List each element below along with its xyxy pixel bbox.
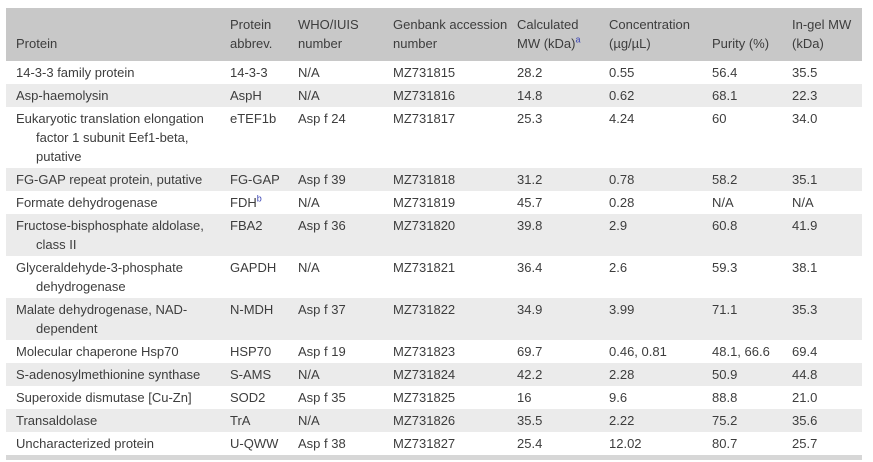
col-header-label: Protein [16,36,58,51]
cell-protein: Glyceraldehyde-3-phosphate dehydrogenase [6,256,230,298]
table-row [6,256,862,298]
cell-who: N/A [298,84,393,107]
cell-who: N/A [298,363,393,386]
col-header-label: Concentration (µg/µL) [609,17,690,51]
cell-calc_mw: 39.8 [517,214,609,256]
cell-calc_mw: 35.5 [517,409,609,432]
cell-calc_mw: 42.2 [517,363,609,386]
cell-protein: Fructose-bisphosphate aldolase, class II [6,214,230,256]
cell-genbank: MZ731821 [393,256,517,298]
table-row [6,191,862,214]
cell-conc: 2.9 [609,214,712,256]
cell-protein: Asp-haemolysin [6,84,230,107]
cell-abbrev: SOD2 [230,386,298,409]
footnote-marker-a: a [575,34,581,45]
cell-abbrev: 14-3-3 [230,61,298,84]
cell-ingel_mw: 25.7 [792,432,862,458]
cell-conc: 0.46, 0.81 [609,340,712,363]
cell-calc_mw: 69.7 [517,340,609,363]
cell-who: N/A [298,61,393,84]
cell-who: Asp f 38 [298,432,393,458]
col-header-label: Genbank accession number [393,17,508,51]
table-row [6,214,862,256]
cell-conc: 0.62 [609,84,712,107]
cell-calc_mw: 31.2 [517,168,609,191]
cell-ingel_mw: 34.0 [792,107,862,168]
cell-ingel_mw: 22.3 [792,84,862,107]
cell-conc: 9.6 [609,386,712,409]
cell-conc: 0.78 [609,168,712,191]
cell-purity: 60.8 [712,214,792,256]
cell-genbank: MZ731825 [393,386,517,409]
cell-calc_mw: 25.3 [517,107,609,168]
cell-conc: 3.99 [609,298,712,340]
cell-protein: Molecular chaperone Hsp70 [6,340,230,363]
table-row [6,386,862,409]
cell-conc: 0.55 [609,61,712,84]
cell-conc: 2.6 [609,256,712,298]
cell-purity: 59.3 [712,256,792,298]
cell-who: Asp f 37 [298,298,393,340]
cell-abbrev: TrA [230,409,298,432]
cell-purity: 50.9 [712,363,792,386]
col-header-protein [6,8,230,61]
cell-conc: 2.28 [609,363,712,386]
footnote-marker-b: b [256,193,262,204]
cell-protein: Formate dehydrogenase [6,191,230,214]
cell-abbrev: FBA2 [230,214,298,256]
cell-ingel_mw: 69.4 [792,340,862,363]
col-header-label: Purity (%) [712,36,770,51]
cell-conc: 4.24 [609,107,712,168]
cell-abbrev: FDH$^b$ [230,191,298,214]
cell-genbank: MZ731827 [393,432,517,458]
col-header-in-gel-mw [792,8,862,61]
cell-purity: 58.2 [712,168,792,191]
table-row [6,168,862,191]
table-body [6,61,862,458]
cell-abbrev: S-AMS [230,363,298,386]
cell-genbank: MZ731816 [393,84,517,107]
cell-ingel_mw: 35.6 [792,409,862,432]
cell-ingel_mw: 41.9 [792,214,862,256]
cell-calc_mw: 28.2 [517,61,609,84]
cell-purity: 88.8 [712,386,792,409]
header-row [6,8,862,61]
table-row [6,298,862,340]
cell-ingel_mw: 21.0 [792,386,862,409]
col-header-protein-abbrev [230,8,298,61]
cell-abbrev: U-QWW [230,432,298,458]
protein-table [6,8,862,460]
cell-conc: 12.02 [609,432,712,458]
table-row [6,61,862,84]
cell-calc_mw: 14.8 [517,84,609,107]
cell-abbrev: FG-GAP [230,168,298,191]
col-header-calculated-mw [517,8,609,61]
cell-who: N/A [298,409,393,432]
cell-genbank: MZ731826 [393,409,517,432]
cell-protein: Eukaryotic translation elongation factor 1 subunit Eef1-beta, putative [6,107,230,168]
table-row [6,84,862,107]
cell-who: Asp f 36 [298,214,393,256]
table-row [6,432,862,458]
table-row [6,340,862,363]
cell-protein: Transaldolase [6,409,230,432]
cell-purity: 68.1 [712,84,792,107]
cell-genbank: MZ731818 [393,168,517,191]
cell-calc_mw: 45.7 [517,191,609,214]
cell-who: Asp f 35 [298,386,393,409]
cell-protein: S-adenosylmethionine synthase [6,363,230,386]
col-header-label: Calculated MW (kDa) [517,17,579,51]
cell-ingel_mw: N/A [792,191,862,214]
cell-abbrev: GAPDH [230,256,298,298]
cell-purity: 56.4 [712,61,792,84]
col-header-label: Protein abbrev. [230,17,273,51]
cell-purity: N/A [712,191,792,214]
col-header-who-iuis-number [298,8,393,61]
cell-genbank: MZ731817 [393,107,517,168]
cell-who: Asp f 19 [298,340,393,363]
table-row [6,107,862,168]
cell-purity: 60 [712,107,792,168]
cell-ingel_mw: 35.1 [792,168,862,191]
cell-ingel_mw: 38.1 [792,256,862,298]
cell-calc_mw: 16 [517,386,609,409]
cell-protein: 14-3-3 family protein [6,61,230,84]
col-header-genbank-accession-number [393,8,517,61]
col-header-concentration [609,8,712,61]
cell-calc_mw: 34.9 [517,298,609,340]
cell-protein: Malate dehydrogenase, NAD-dependent [6,298,230,340]
cell-genbank: MZ731824 [393,363,517,386]
cell-purity: 71.1 [712,298,792,340]
cell-purity: 80.7 [712,432,792,458]
col-header-label: In-gel MW (kDa) [792,17,852,51]
cell-purity: 75.2 [712,409,792,432]
cell-protein: Superoxide dismutase [Cu-Zn] [6,386,230,409]
cell-genbank: MZ731822 [393,298,517,340]
cell-who: Asp f 24 [298,107,393,168]
cell-conc: 0.28 [609,191,712,214]
cell-genbank: MZ731819 [393,191,517,214]
cell-who: Asp f 39 [298,168,393,191]
cell-calc_mw: 36.4 [517,256,609,298]
cell-conc: 2.22 [609,409,712,432]
cell-calc_mw: 25.4 [517,432,609,458]
cell-who: N/A [298,191,393,214]
cell-ingel_mw: 35.3 [792,298,862,340]
cell-protein: Uncharacterized protein [6,432,230,458]
cell-abbrev: AspH [230,84,298,107]
col-header-purity [712,8,792,61]
col-header-label: WHO/IUIS number [298,17,359,51]
table-row [6,409,862,432]
table-header [6,8,862,61]
cell-ingel_mw: 35.5 [792,61,862,84]
cell-abbrev: HSP70 [230,340,298,363]
cell-genbank: MZ731820 [393,214,517,256]
cell-genbank: MZ731823 [393,340,517,363]
cell-protein: FG-GAP repeat protein, putative [6,168,230,191]
cell-who: N/A [298,256,393,298]
cell-abbrev: N-MDH [230,298,298,340]
cell-purity: 48.1, 66.6 [712,340,792,363]
table-row [6,363,862,386]
cell-genbank: MZ731815 [393,61,517,84]
cell-abbrev: eTEF1b [230,107,298,168]
cell-ingel_mw: 44.8 [792,363,862,386]
